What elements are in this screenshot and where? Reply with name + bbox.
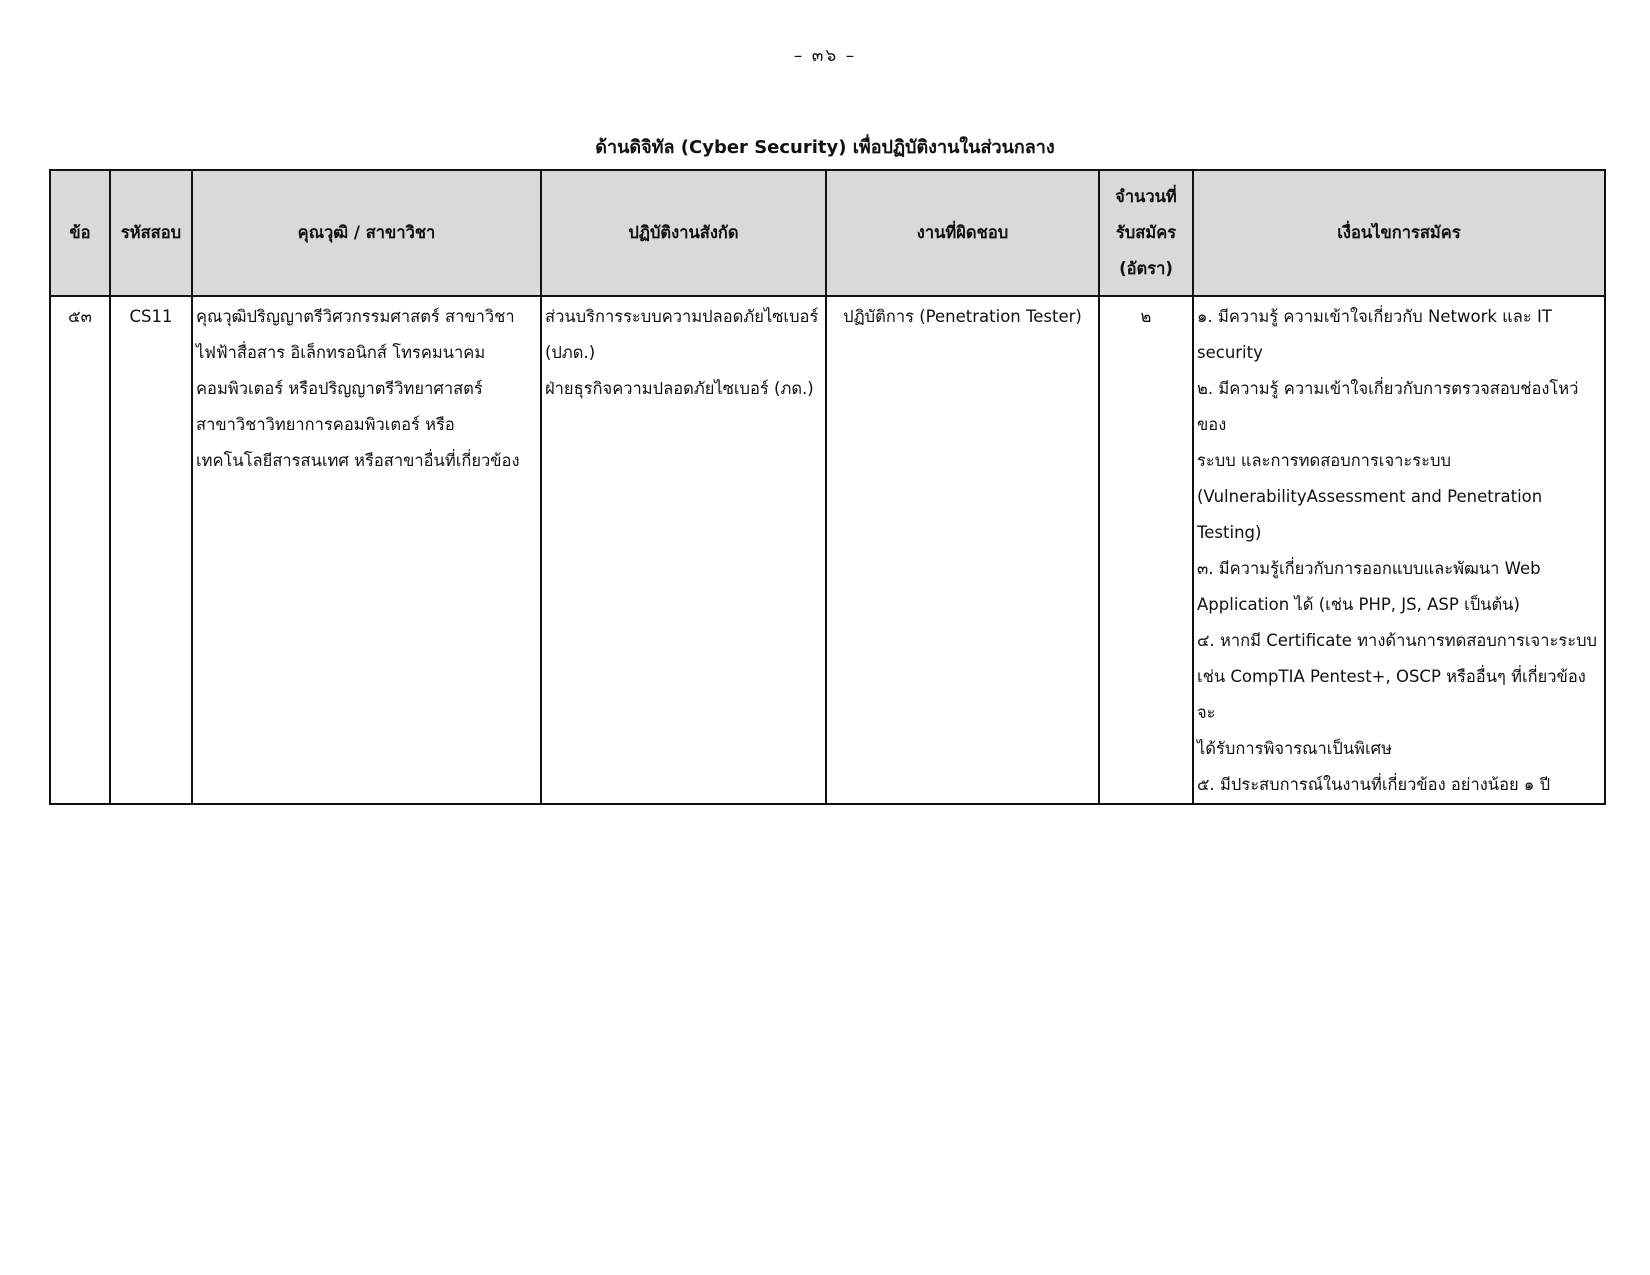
cell-conditions <box>1193 296 1605 804</box>
department-line: ส่วนบริการระบบความปลอดภัยไซเบอร์ <box>545 307 819 326</box>
condition-line: ๒. มีความรู้ ความเข้าใจเกี่ยวกับการตรวจสอบช่องโหว่ของ <box>1197 379 1579 434</box>
condition-line: ๔. หากมี Certificate ทางด้านการทดสอบการเจาะระบบ <box>1197 631 1598 650</box>
condition-line: security <box>1197 343 1263 362</box>
header-conditions: เงื่อนไขการสมัคร <box>1193 170 1605 296</box>
department-line: (ปภด.) <box>545 343 596 362</box>
qualification-line: คุณวุฒิปริญญาตรีวิศวกรรมศาสตร์ สาขาวิชา <box>196 307 515 326</box>
cell-exam-code: CS11 <box>110 296 192 804</box>
department-line: ฝ่ายธุรกิจความปลอดภัยไซเบอร์ (ภด.) <box>545 379 814 398</box>
qualification-line: ไฟฟ้าสื่อสาร อิเล็กทรอนิกส์ โทรคมนาคม <box>196 343 486 362</box>
header-count-line: (อัตรา) <box>1119 259 1173 278</box>
header-department: ปฏิบัติงานสังกัด <box>541 170 826 296</box>
cell-qualification <box>192 296 541 804</box>
page-number: – ๓๖ – <box>793 46 857 66</box>
condition-line: เช่น CompTIA Pentest+, OSCP หรืออื่นๆ ที่เกี่ยวข้อง จะ <box>1197 667 1586 722</box>
document-title: ด้านดิจิทัล (Cyber Security) เพื่อปฏิบัติงานในส่วนกลาง <box>595 137 1055 158</box>
condition-line: ๑. มีความรู้ ความเข้าใจเกี่ยวกับ Network และ IT <box>1197 307 1552 326</box>
qualification-line: สาขาวิชาวิทยาการคอมพิวเตอร์ หรือ <box>196 415 455 434</box>
header-no: ข้อ <box>50 170 110 296</box>
job-positions-table <box>49 169 1606 805</box>
condition-line: ระบบ และการทดสอบการเจาะระบบ <box>1197 451 1451 470</box>
qualification-line: คอมพิวเตอร์ หรือปริญญาตรีวิทยาศาสตร์ <box>196 379 483 398</box>
table-header-row <box>50 170 1605 296</box>
cell-no: ๕๓ <box>50 296 110 804</box>
header-count-line: จำนวนที่ <box>1115 187 1177 206</box>
cell-responsibility: ปฏิบัติการ (Penetration Tester) <box>826 296 1099 804</box>
header-qualification: คุณวุฒิ / สาขาวิชา <box>192 170 541 296</box>
condition-line: ๕. มีประสบการณ์ในงานที่เกี่ยวข้อง อย่างน้อย ๑ ปี <box>1197 775 1551 794</box>
table-row <box>50 296 1605 804</box>
qualification-line: เทคโนโลยีสารสนเทศ หรือสาขาอื่นที่เกี่ยวข้อง <box>196 451 520 470</box>
condition-line: ได้รับการพิจารณาเป็นพิเศษ <box>1197 739 1392 758</box>
header-positions-count <box>1099 170 1193 296</box>
cell-department <box>541 296 826 804</box>
header-exam-code: รหัสสอบ <box>110 170 192 296</box>
header-responsibility: งานที่ผิดชอบ <box>826 170 1099 296</box>
cell-positions-count: ๒ <box>1099 296 1193 804</box>
condition-line: ๓. มีความรู้เกี่ยวกับการออกแบบและพัฒนา Web <box>1197 559 1541 578</box>
condition-line: Application ได้ (เช่น PHP, JS, ASP เป็นต้น) <box>1197 595 1520 614</box>
condition-line: (VulnerabilityAssessment and Penetration Testing) <box>1197 487 1543 542</box>
header-count-line: รับสมัคร <box>1115 223 1177 242</box>
